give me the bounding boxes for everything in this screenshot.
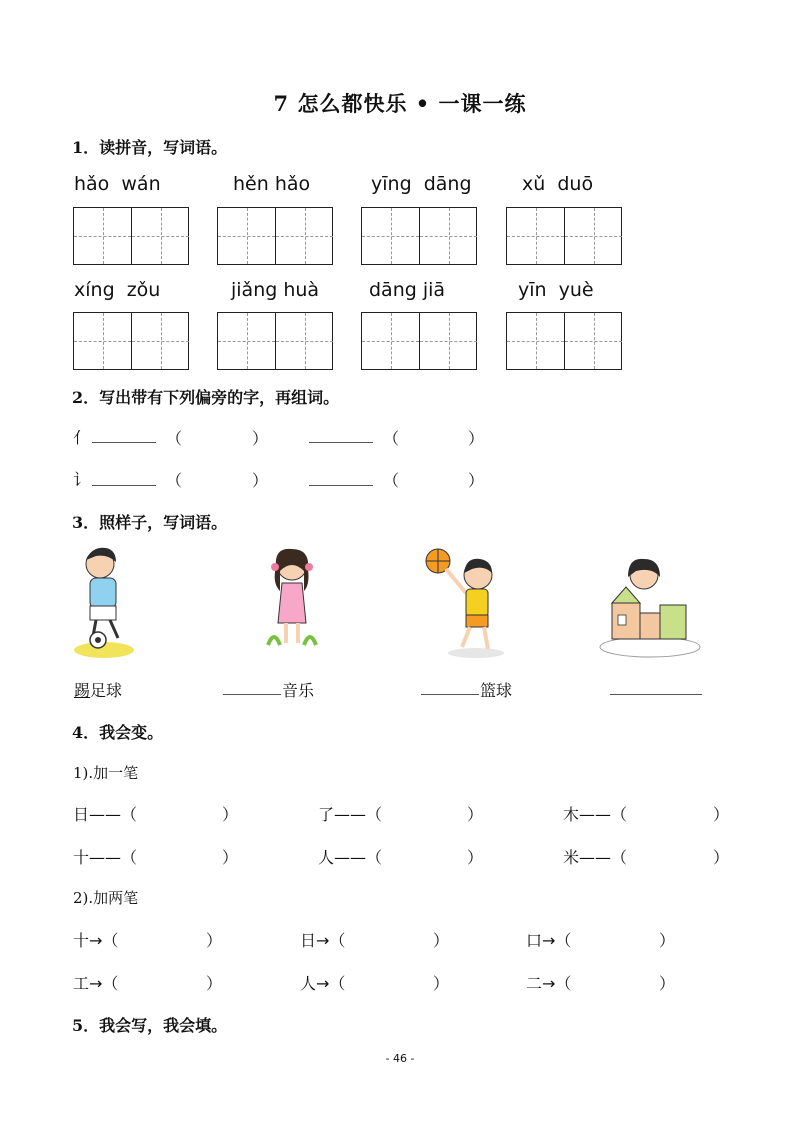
paren-close: ） (252, 471, 269, 490)
radical-speech: 讠 (73, 470, 90, 489)
pinyin-2: hěn hǎo (233, 173, 311, 195)
change-item: 日→（ (300, 931, 346, 950)
paren-close: ） (433, 974, 450, 993)
part-2-label: 2).加两笔 (73, 889, 139, 907)
boy-basketball-illustration (424, 545, 512, 661)
paren-close: ） (222, 805, 239, 824)
paren-close: ） (206, 974, 223, 993)
change-item: 二→（ (526, 974, 572, 993)
paren-close: ） (468, 429, 485, 448)
answer-blank[interactable] (92, 485, 156, 486)
answer-blank[interactable] (309, 485, 373, 486)
writing-grid-3[interactable] (361, 207, 477, 265)
change-item: 口→（ (526, 931, 572, 950)
writing-grid-2[interactable] (217, 207, 333, 265)
writing-grid-1[interactable] (73, 207, 189, 265)
paren-close: ） (659, 974, 676, 993)
answer-noun: 音乐 (282, 681, 315, 700)
change-item: 木——（ (563, 805, 628, 824)
paren-close: ） (206, 931, 223, 950)
pinyin-6: jiǎng huà (231, 279, 320, 301)
radical-person: 亻 (73, 428, 90, 447)
pinyin-4: xǔ duō (522, 173, 594, 195)
page-number: - 46 - (385, 1052, 415, 1065)
change-item: 十→（ (73, 931, 119, 950)
paren-close: ） (713, 848, 730, 867)
change-item: 十——（ (73, 848, 138, 867)
change-item: 了——（ (318, 805, 383, 824)
paren-close: ） (252, 429, 269, 448)
pinyin-5: xíng zǒu (74, 279, 161, 301)
girl-blocks-illustration (598, 555, 702, 661)
question-1-heading: 1．读拼音，写词语。 (72, 138, 228, 157)
answer-blank[interactable] (309, 442, 373, 443)
pinyin-3: yīng dāng (371, 173, 472, 195)
paren-close: ） (713, 805, 730, 824)
boy-football-illustration (72, 542, 142, 662)
paren-close: ） (659, 931, 676, 950)
writing-grid-8[interactable] (506, 312, 622, 370)
question-2-heading: 2．写出带有下列偏旁的字，再组词。 (72, 388, 340, 407)
example-noun: 足球 (90, 681, 123, 700)
girl-music-illustration (260, 545, 324, 657)
answer-noun: 篮球 (480, 681, 513, 700)
pinyin-7: dāng jiā (369, 279, 446, 301)
question-4-heading: 4．我会变。 (72, 723, 164, 742)
change-item: 工→（ (73, 974, 119, 993)
question-3-heading: 3．照样子，写词语。 (72, 513, 228, 532)
change-item: 人→（ (300, 974, 346, 993)
paren-open: （ (166, 429, 183, 448)
writing-grid-6[interactable] (217, 312, 333, 370)
paren-open: （ (166, 471, 183, 490)
example-answer (74, 678, 122, 701)
paren-close: ） (467, 805, 484, 824)
example-verb: 踢 (74, 681, 91, 700)
part-1-label: 1).加一笔 (73, 764, 139, 782)
change-item: 人——（ (318, 848, 383, 867)
question-5-heading: 5．我会写，我会填。 (72, 1016, 228, 1035)
change-item: 日——（ (73, 805, 138, 824)
writing-grid-5[interactable] (73, 312, 189, 370)
paren-open: （ (383, 471, 400, 490)
change-item: 米——（ (563, 848, 628, 867)
writing-grid-4[interactable] (506, 207, 622, 265)
answer-blank[interactable] (223, 694, 281, 695)
writing-grid-7[interactable] (361, 312, 477, 370)
paren-close: ） (468, 471, 485, 490)
paren-open: （ (383, 429, 400, 448)
answer-blank[interactable] (610, 694, 702, 695)
paren-close: ） (433, 931, 450, 950)
answer-blank[interactable] (421, 694, 479, 695)
pinyin-8: yīn yuè (518, 279, 594, 301)
page-title: 7 怎么都快乐 • 一课一练 (273, 91, 527, 116)
pinyin-1: hǎo wán (74, 173, 161, 195)
paren-close: ） (467, 848, 484, 867)
answer-blank[interactable] (92, 442, 156, 443)
paren-close: ） (222, 848, 239, 867)
